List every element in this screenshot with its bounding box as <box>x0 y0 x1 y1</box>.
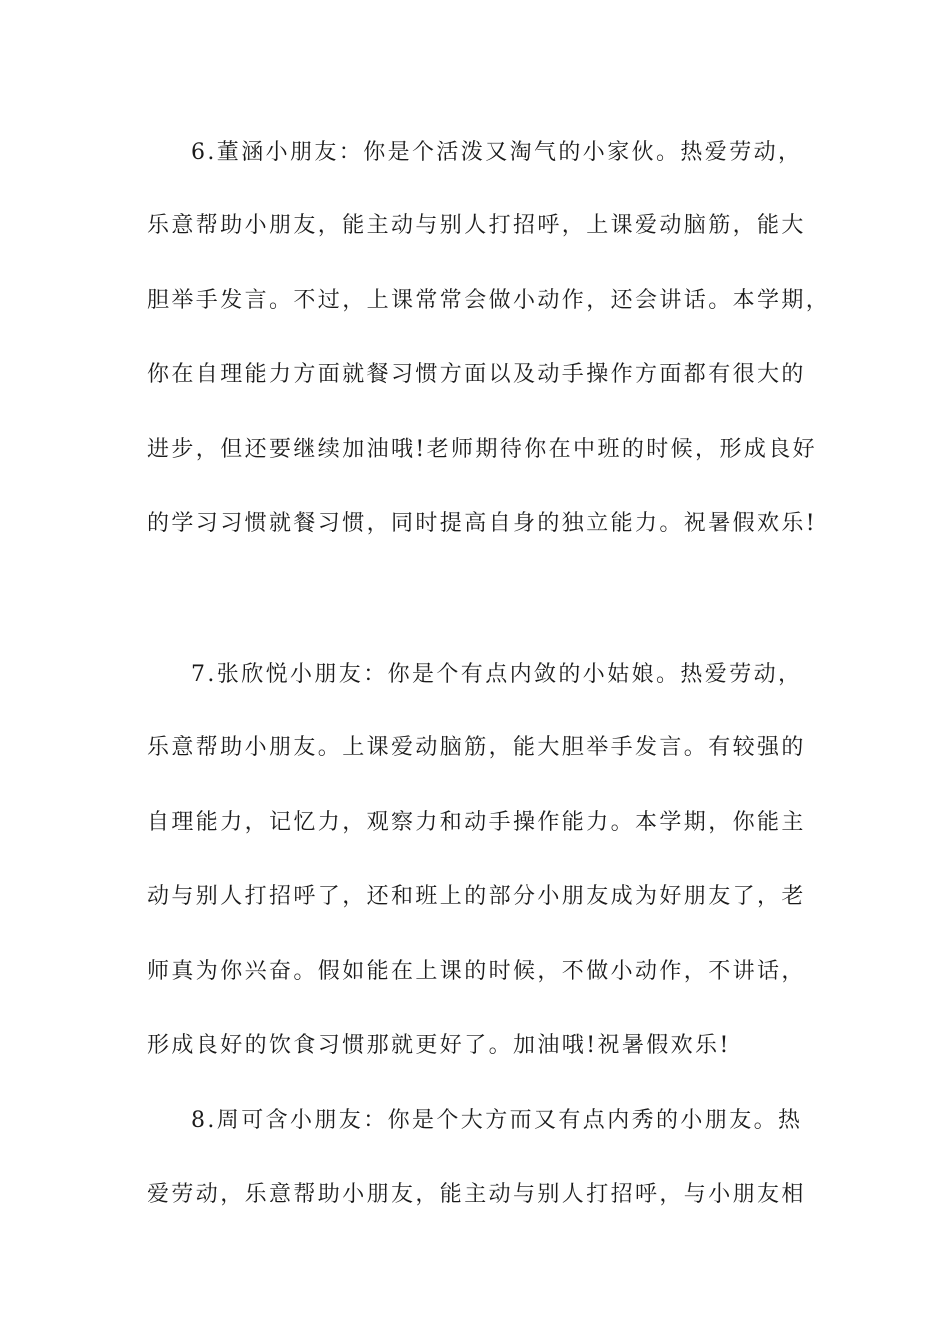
paragraph-7-line-3: 自理能力，记忆力，观察力和动手操作能力。本学期，你能主 <box>147 810 806 835</box>
paragraph-7-line-1: 7.张欣悦小朋友：你是个有点内敛的小姑娘。热爱劳动， <box>191 662 803 687</box>
paragraph-8-line-1: 8.周可含小朋友：你是个大方而又有点内秀的小朋友。热 <box>191 1108 803 1133</box>
paragraph-7-line-2: 乐意帮助小朋友。上课爱动脑筋，能大胆举手发言。有较强的 <box>147 735 806 760</box>
paragraph-7-line-6: 形成良好的饮食习惯那就更好了。加油哦!祝暑假欢乐! <box>147 1033 731 1058</box>
paragraph-7-line-4: 动与别人打招呼了，还和班上的部分小朋友成为好朋友了，老 <box>147 884 806 909</box>
paragraph-6-line-4: 你在自理能力方面就餐习惯方面以及动手操作方面都有很大的 <box>147 362 806 387</box>
paragraph-7-line-5: 师真为你兴奋。假如能在上课的时候，不做小动作，不讲话， <box>147 959 806 984</box>
paragraph-6-line-5: 进步，但还要继续加油哦!老师期待你在中班的时候，形成良好 <box>147 437 818 462</box>
paragraph-6-line-3: 胆举手发言。不过，上课常常会做小动作，还会讲话。本学期， <box>147 288 831 313</box>
paragraph-6-line-6: 的学习习惯就餐习惯，同时提高自身的独立能力。祝暑假欢乐! <box>147 511 818 536</box>
paragraph-8-line-2: 爱劳动，乐意帮助小朋友，能主动与别人打招呼，与小朋友相 <box>147 1182 806 1207</box>
paragraph-6-line-1: 6.董涵小朋友：你是个活泼又淘气的小家伙。热爱劳动， <box>191 140 803 165</box>
paragraph-6-line-2: 乐意帮助小朋友，能主动与别人打招呼，上课爱动脑筋，能大 <box>147 213 806 238</box>
